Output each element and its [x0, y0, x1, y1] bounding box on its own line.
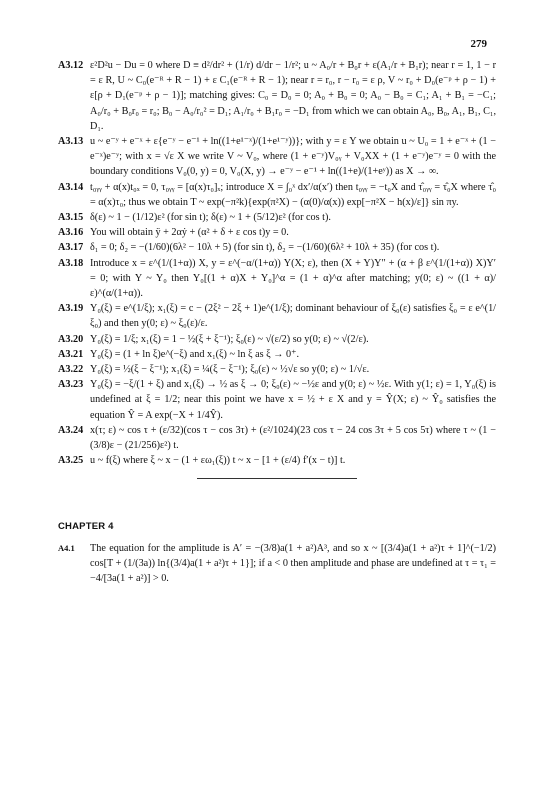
- answer-label: A3.20: [58, 333, 84, 345]
- answer-entry: [58, 332, 496, 347]
- answer-label: A3.18: [58, 257, 84, 269]
- answer-entry: [58, 541, 496, 587]
- answer-entry: [58, 210, 496, 225]
- answer-text: Y₀(ξ) = ½(ξ − ξ⁻¹); x₁(ξ) = ¼(ξ − ξ⁻¹); ξ₀(ε) ~ ½√ε so y(0; ε) ~ 1/√ε.: [90, 364, 370, 376]
- answer-entry: [58, 362, 496, 377]
- answer-text: x(τ; ε) ~ cos τ + (ε/32)(cos τ − cos 3τ) + (ε²/1024)(23 cos τ − 24 cos 3τ + 5 cos 5τ) where τ ~ (1 − (3/8)ε − (21/256)ε²) t.: [90, 424, 496, 452]
- answer-text: δ₁ = 0; δ₂ = −(1/60)(6λ² − 10λ + 5) (for sin t), δ₂ = −(1/60)(6λ² + 10λ + 35) (for cos t).: [90, 242, 440, 254]
- answer-text: Y₀(ξ) = −ξ/(1 + ξ) and x₁(ξ) → ½ as ξ → 0; ξ₀(ε) ~ −½ε and y(0; ε) ~ ½ε. With y(1; ε) = 1, Y₀(ξ) is undefined at ξ = 1/2; near this point we have x = ½ + ε X and y = Ŷ(X; ε) ~ Ŷ₀ satisfies the equation Ŷ = A exp(−X + 1/4Ŷ).: [90, 379, 496, 421]
- answer-label: A3.25: [58, 455, 84, 467]
- answer-text: Introduce x = ε^(1/(1+α)) X, y = ε^(−α/(1+α)) Y(X; ε), then (X + Y)Y″ + (α + β ε^(1/(1+α)) X)Y′ = 0; with Y ~ Y₀ then Y₀[(1 + α)X + Y₀]^α = (1 + α)^α after matching; y(0; ε) ~ ((1 + α)/ε)^(α/(1+α)).: [90, 257, 496, 300]
- chapter-heading: CHAPTER 4: [58, 521, 114, 533]
- answer-text: You will obtain ÿ + 2αẏ + (α² + δ + ε cos t)y = 0.: [90, 227, 289, 239]
- page-number: 279: [470, 38, 487, 50]
- answer-text: The equation for the amplitude is A′ = −(3/8)a(1 + a²)A³, and so x ~ [(3/4)a(1 + a²)τ + 1]^(−1/2) cos[T + (1/(3a)) ln{(3/4)a(1 + a²)τ + 1}]; if a < 0 then amplitude and phase are undefined at τ = τ₁ = −4/[3a(1 + a²)] > 0.: [90, 542, 496, 585]
- answer-text: t₀ᵧᵧ + α(x)t₀ₓ = 0, τ₀ᵧᵧ = [α(x)τ₀]ₓ; introduce X = ∫₀ˣ dx′/α(x′) then t₀ᵧᵧ = −t₀X and τ̂₀ᵧᵧ = τ̂₀X where τ̂₀ = α(x)τ₀; thus we obtain T ~ exp(−π²k){exp(π²X) − (α(0)/α(x)) exp[−π²X − h(x)/ε]} sin πy.: [90, 181, 496, 208]
- answer-entry: [58, 180, 496, 210]
- answer-entry: [58, 225, 496, 240]
- answer-entry: [58, 301, 496, 331]
- answer-label: A3.16: [58, 227, 84, 239]
- answer-text: u ~ e⁻ʸ + e⁻ˣ + ε{e⁻ʸ − e⁻¹ + ln((1+e¹⁻ˣ)/(1+e¹⁻ʸ))}; with y = ε Y we obtain u ~ U₀ = 1 + e⁻ˣ + (1 − e⁻ˣ)e⁻ʸ; with x = √ε X we write V ~ V₀, where (1 + e⁻ʸ)V₀ᵧ + V₀XX + (1 + e⁻ʸ)e⁻ʸ = 0 with the boundary conditions V₀(0, y) = 0, V₀(X, y) → e⁻ʸ − e⁻¹ + ln((1+e)/(1+eʸ)) as X → ∞.: [90, 136, 496, 178]
- answer-label: A3.21: [58, 348, 84, 360]
- answer-text: Y₀(ξ) = (1 + ln ξ)e^(−ξ) and x₁(ξ) ~ ln ξ as ξ → 0⁺.: [90, 348, 299, 360]
- answer-label: A3.17: [58, 242, 84, 254]
- answer-label: A3.24: [58, 424, 84, 436]
- answer-text: ε²D²u − Du = 0 where D ≡ d²/dr² + (1/r) d/dr − 1/r²; u ~ A₀/r + B₀r + ε(A₁/r + B₁r); near r = 1, 1 − r = ε R, U ~ C₀(e⁻ᴿ + R − 1) + ε C₁(e⁻ᴿ + R − 1); near r = r₀, r − r₀ = ε ρ, V ~ r₀ + D₀(e⁻ᵖ + ρ − 1) + ε[ρ + D₁(e⁻ᵖ + ρ − 1)]; matching gives: C₀ = D₀ = 0; A₀ + B₀ = 0; A₀ − B₀ = C₁; A₁ + B₁ = −C₁; A₀/r₀ + B₀r₀ = r₀; B₀ − A₀/r₀² = D₁; A₁/r₀ + B₁r₀ = −D₁ from which we can obtain A₀, B₀, A₁, B₁, C₁, D₁.: [90, 60, 496, 132]
- answer-label: A3.13: [58, 136, 84, 148]
- answer-label: A3.19: [58, 303, 84, 315]
- answer-label: A3.12: [58, 60, 84, 71]
- answer-entry: [58, 453, 496, 468]
- answer-label: A4.1: [58, 542, 75, 553]
- answer-label: A3.22: [58, 364, 84, 376]
- answer-entry: [58, 377, 496, 423]
- answer-entry: [58, 256, 496, 302]
- answer-label: A3.14: [58, 181, 84, 193]
- answer-text: Y₀(ξ) = e^(1/ξ); x₁(ξ) = c − (2ξ² − 2ξ + 1)e^(1/ξ); dominant behaviour of ξ₀(ε) satisfies ξ₀ = ε e^(1/ξ₀) and then y(0; ε) ~ ξ₀(ε)/ε.: [90, 303, 496, 330]
- answer-entry: [58, 347, 496, 362]
- chapter-answers-list: [58, 541, 496, 587]
- answer-entry: [58, 134, 496, 180]
- separator-rule: [197, 478, 357, 479]
- answer-entry: [58, 58, 496, 134]
- answer-text: δ(ε) ~ 1 − (1/12)ε² (for sin t); δ(ε) ~ 1 + (5/12)ε² (for cos t).: [90, 212, 331, 224]
- answer-text: Y₀(ξ) = 1/ξ; x₁(ξ) = 1 − ½(ξ + ξ⁻¹); ξ₀(ε) ~ √(ε/2) so y(0; ε) ~ √(2/ε).: [90, 333, 369, 345]
- answers-list: [58, 58, 496, 468]
- answer-text: u ~ f(ξ) where ξ ~ x − (1 + εω₁(ξ)) t ~ x − [1 + (ε/4) f′(x − t)] t.: [90, 455, 346, 467]
- answer-entry: [58, 240, 496, 255]
- answer-label: A3.15: [58, 212, 84, 224]
- answer-entry: [58, 423, 496, 453]
- answer-label: A3.23: [58, 379, 84, 391]
- answers-section: [58, 58, 496, 586]
